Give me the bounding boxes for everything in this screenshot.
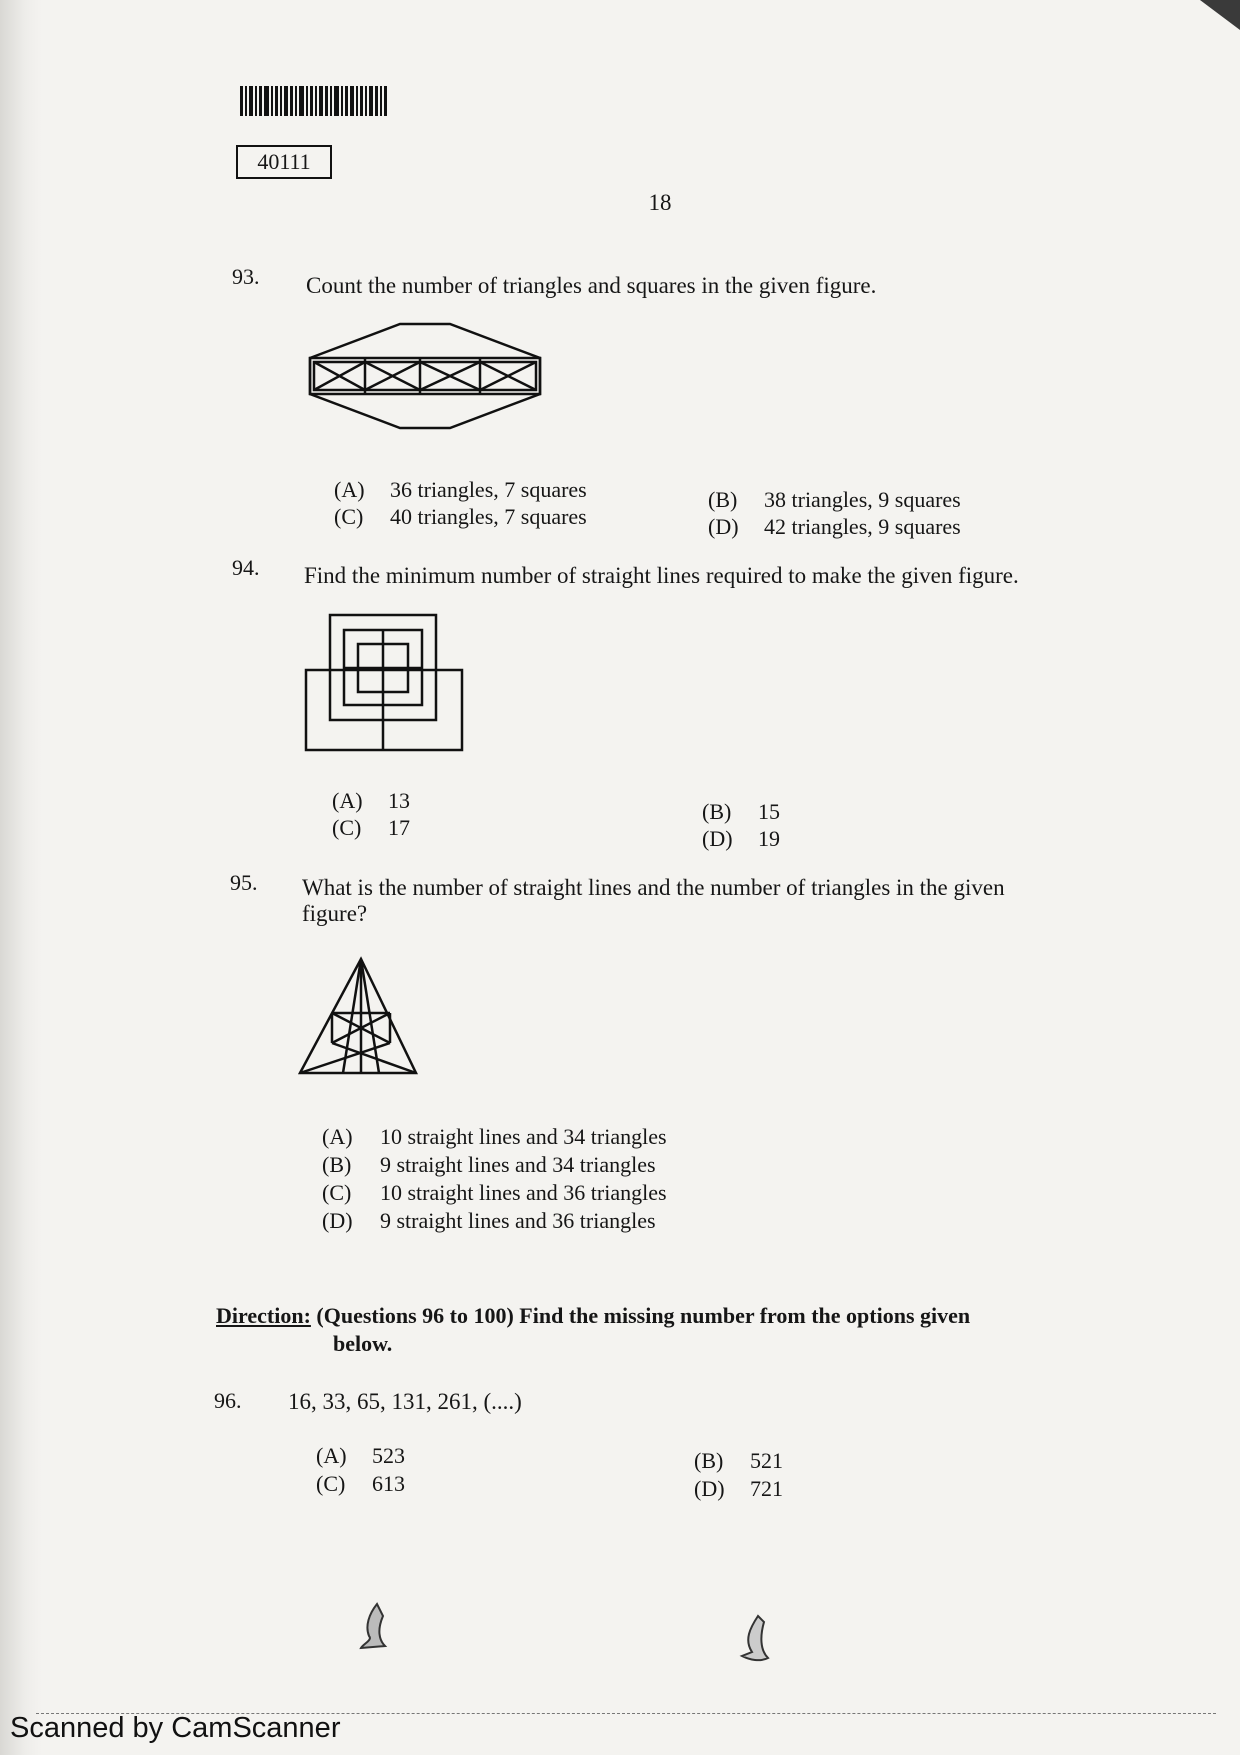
option-d[interactable]	[702, 826, 780, 852]
option-text: 9 straight lines and 36 triangles	[380, 1208, 656, 1233]
option-label: (C)	[332, 815, 362, 840]
option-d[interactable]	[694, 1476, 783, 1502]
option-text: 521	[750, 1448, 783, 1473]
option-a[interactable]	[334, 477, 587, 503]
option-a[interactable]	[322, 1124, 667, 1150]
question-number: 95.	[230, 870, 258, 895]
option-text: 10 straight lines and 34 triangles	[380, 1124, 667, 1149]
option-text: 38 triangles, 9 squares	[764, 487, 961, 512]
option-b[interactable]	[708, 487, 961, 513]
option-b[interactable]	[702, 799, 780, 825]
direction-label: Direction:	[216, 1303, 311, 1328]
signature-mark-left	[355, 1600, 395, 1652]
option-b[interactable]	[322, 1152, 656, 1178]
option-label: (A)	[334, 477, 365, 502]
option-label: (B)	[694, 1448, 724, 1473]
question-number: 93.	[232, 264, 260, 289]
option-label: (C)	[316, 1471, 346, 1496]
option-text: 17	[388, 815, 410, 840]
option-label: (A)	[332, 788, 363, 813]
option-c[interactable]	[332, 815, 410, 841]
option-label: (B)	[708, 487, 738, 512]
direction-text: (Questions 96 to 100) Find the missing number from the options given	[316, 1303, 971, 1328]
question-text: Find the minimum number of straight lines required to make the given figure.	[304, 563, 1019, 588]
page-edge-shadow	[0, 0, 42, 1755]
question-text-line2: figure?	[302, 901, 368, 926]
option-text: 613	[372, 1471, 405, 1496]
figure-triangle-lines	[296, 955, 426, 1075]
option-c[interactable]	[334, 504, 587, 530]
option-d[interactable]	[322, 1208, 656, 1234]
question-text: Count the number of triangles and squares in the given figure.	[306, 273, 877, 298]
option-text: 40 triangles, 7 squares	[390, 504, 587, 529]
figure-squares-lines	[300, 610, 470, 755]
option-text: 13	[388, 788, 410, 813]
page-number: 18	[648, 190, 672, 215]
option-a[interactable]	[332, 788, 410, 814]
option-text: 9 straight lines and 34 triangles	[380, 1152, 656, 1177]
option-label: (C)	[322, 1180, 352, 1205]
option-label: (D)	[694, 1476, 725, 1501]
option-b[interactable]	[694, 1448, 783, 1474]
option-label: (A)	[316, 1443, 347, 1468]
direction-line2: below.	[333, 1331, 393, 1356]
option-text: 10 straight lines and 36 triangles	[380, 1180, 667, 1205]
signature-mark-right	[738, 1612, 774, 1664]
option-text: 19	[758, 826, 780, 851]
option-text: 36 triangles, 7 squares	[390, 477, 587, 502]
option-d[interactable]	[708, 514, 961, 540]
option-label: (D)	[708, 514, 739, 539]
page-corner-fold	[1200, 0, 1240, 30]
direction-line1	[216, 1302, 970, 1329]
option-label: (B)	[702, 799, 732, 824]
question-text: 16, 33, 65, 131, 261, (....)	[288, 1389, 522, 1414]
option-c[interactable]	[316, 1471, 405, 1497]
option-text: 721	[750, 1476, 783, 1501]
question-number: 96.	[214, 1388, 242, 1413]
figure-triangles-squares	[300, 320, 550, 435]
option-label: (C)	[334, 504, 364, 529]
option-text: 42 triangles, 9 squares	[764, 514, 961, 539]
scanner-watermark: Scanned by CamScanner	[10, 1712, 341, 1744]
paper-code-box: 40111	[236, 145, 332, 179]
option-c[interactable]	[322, 1180, 667, 1206]
option-label: (A)	[322, 1124, 353, 1149]
option-label: (B)	[322, 1152, 352, 1177]
option-text: 523	[372, 1443, 405, 1468]
option-a[interactable]	[316, 1443, 405, 1469]
option-text: 15	[758, 799, 780, 824]
question-number: 94.	[232, 555, 260, 580]
barcode	[240, 86, 408, 116]
question-text-line1: What is the number of straight lines and the number of triangles in the given	[302, 875, 1005, 900]
option-label: (D)	[322, 1208, 353, 1233]
option-label: (D)	[702, 826, 733, 851]
